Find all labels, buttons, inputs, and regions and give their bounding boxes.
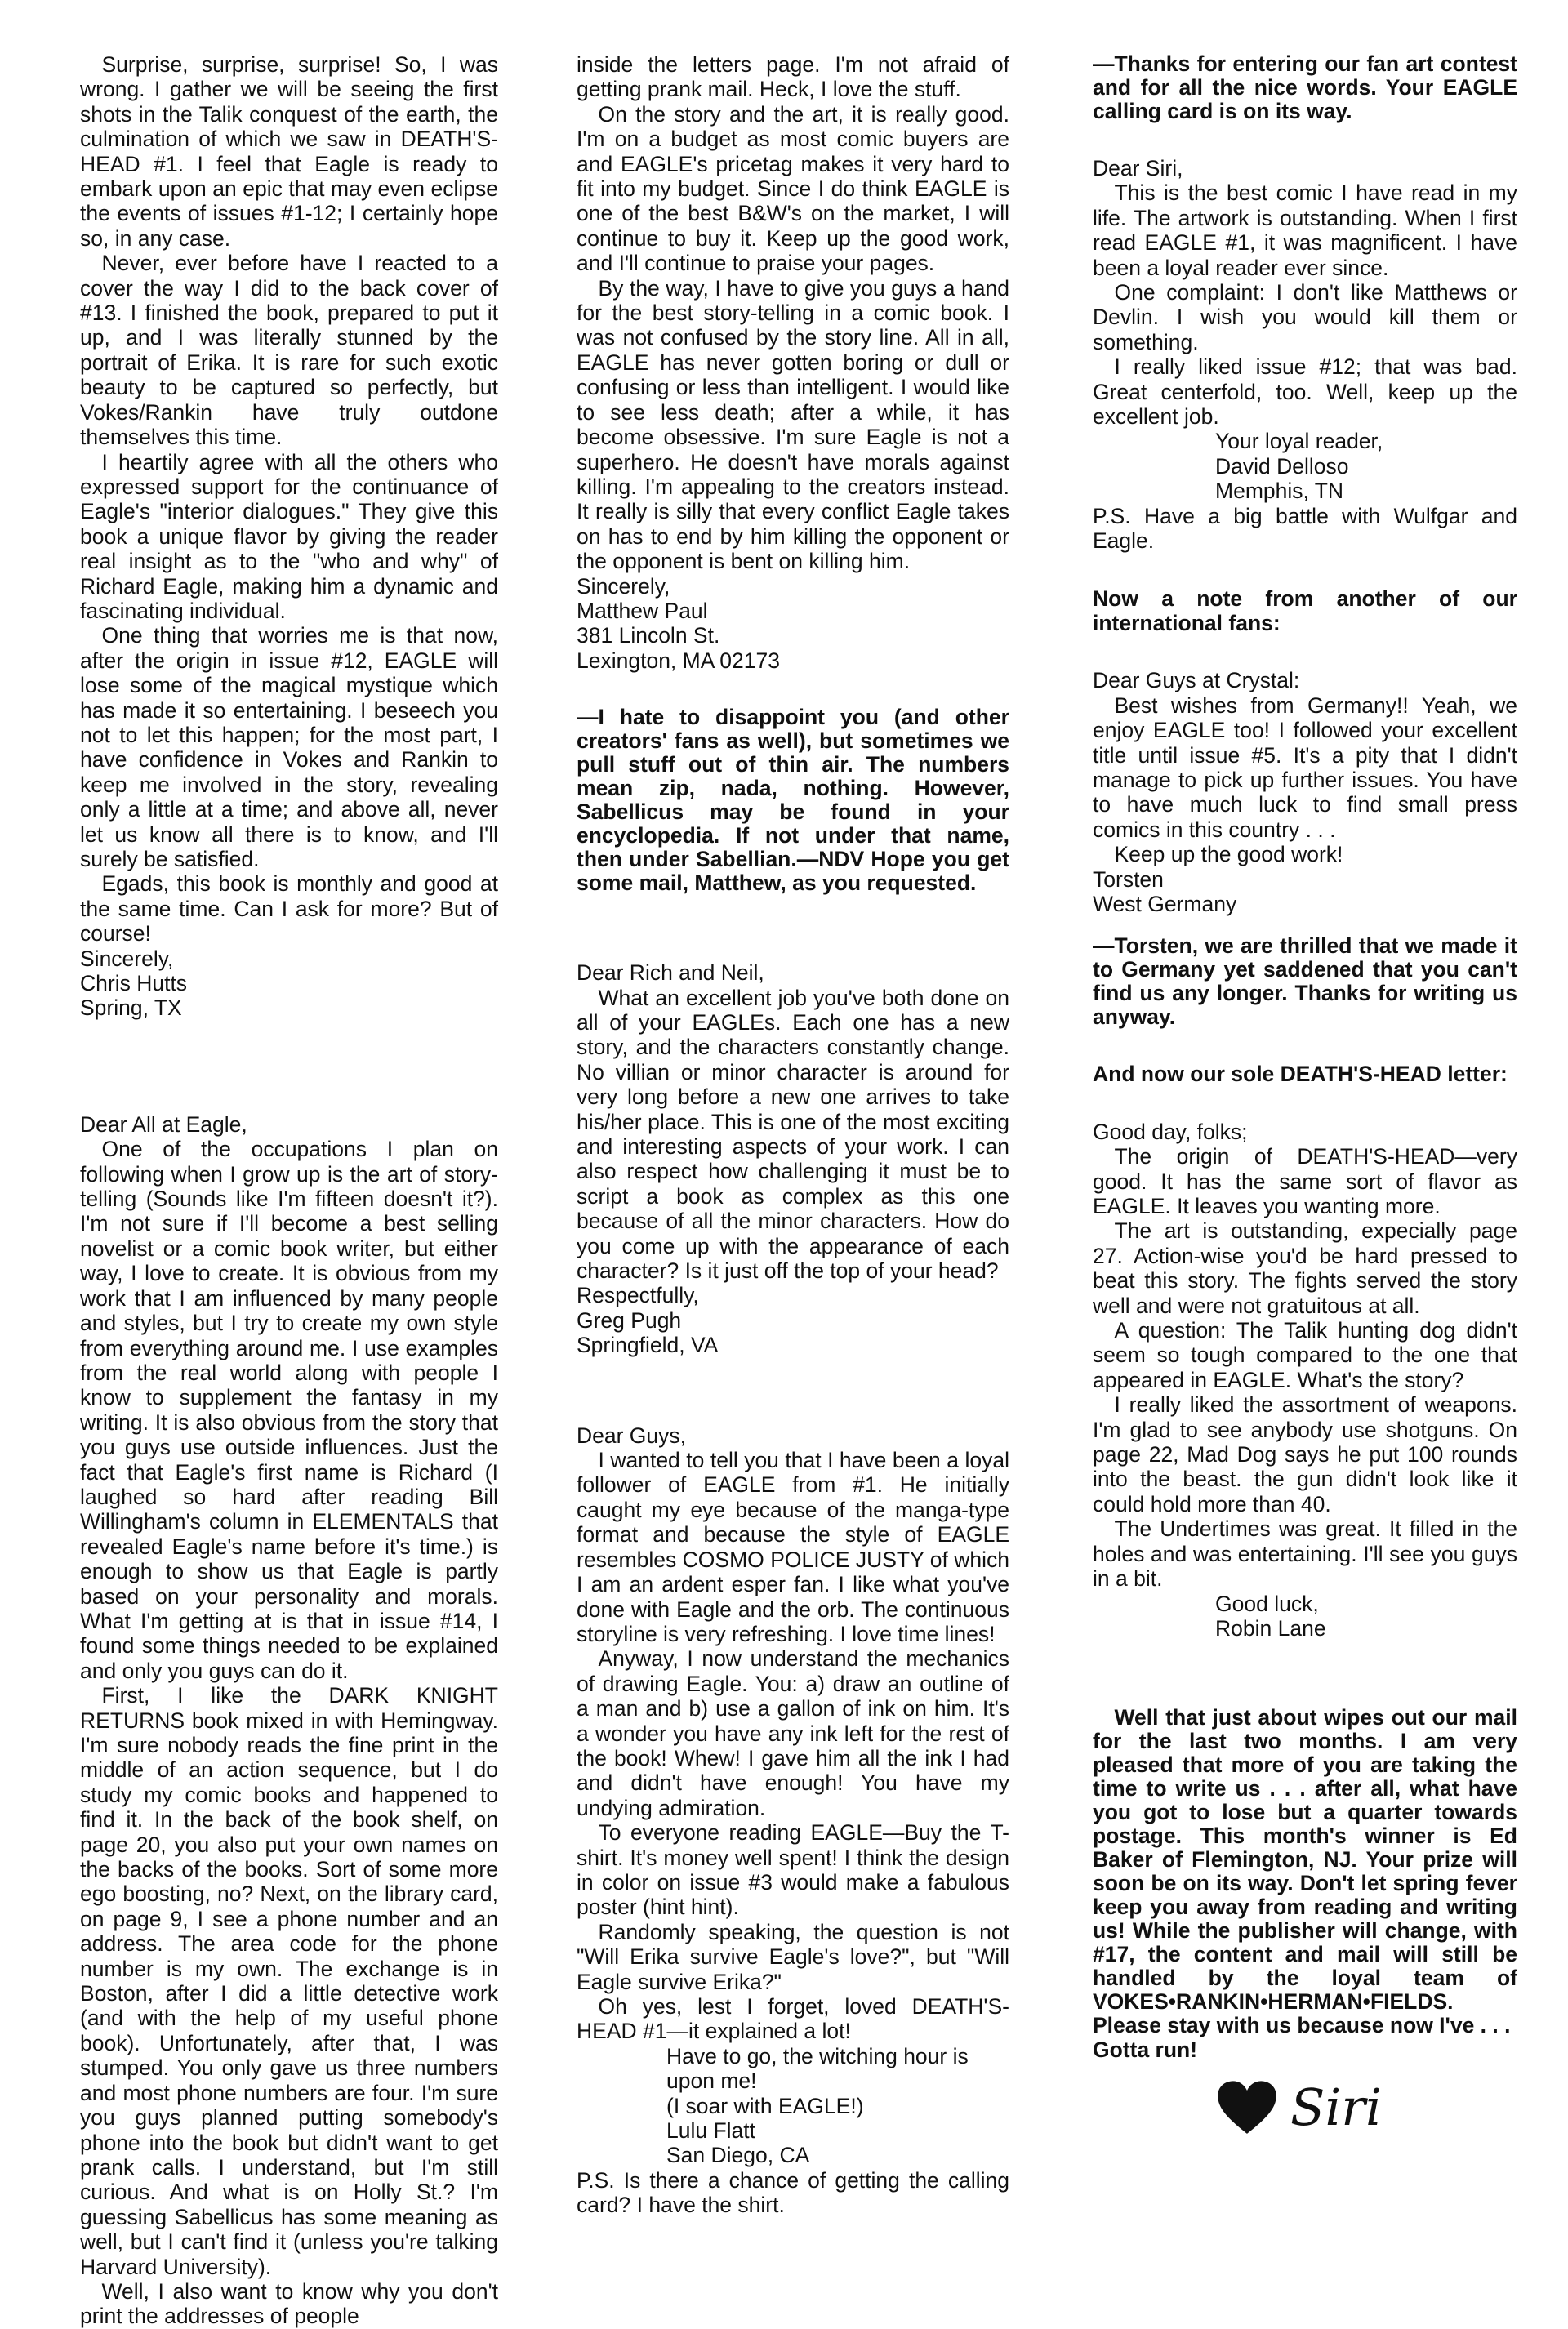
letter-paragraph: Keep up the good work! (1114, 842, 1343, 867)
letter-greeting: Dear Guys, (577, 1423, 687, 1448)
letter-paragraph: Anyway, I now understand the mechanics of drawing Eagle. You: a) draw an outline of a man and b) use a gallon of ink on him. It's a wonder you have any ink left for the rest of the book! Whew! I gave him all the ink I had and didn't have enough! You have my undying admiration. (577, 1646, 1009, 1820)
letter-paragraph: By the way, I have to give you guys a hand for the best story-telling in a comic book. I was not confused by the story line. All in all, EAGLE has never gotten boring or dull or confusing or less than intelligent. I would like to see less death; after a while, it has become obsessive. I'm sure Eagle is not a superhero. He doesn't have morals against killing. I'm appealing to the creators instead. It really is silly that every conflict Eagle takes on has to end by him killing the opponent or the opponent is bent on killing him. (577, 275, 1009, 574)
letter-paragraph: Oh yes, lest I forget, loved DEATH'S-HEAD #1—it explained a lot! (577, 1994, 1009, 2044)
letter-location: San Diego, CA (666, 2143, 810, 2168)
letter-paragraph: The origin of DEATH'S-HEAD—very good. It has the same sort of flavor as EAGLE. It leaves you wanting more. (1093, 1144, 1517, 1218)
letter-signer: Greg Pugh (577, 1307, 682, 1333)
letter-paragraph: inside the letters page. I'm not afraid of getting prank mail. Heck, I love the stuff. (577, 52, 1009, 102)
letter-paragraph: One complaint: I don't like Matthews or Devlin. I wish you would kill them or something. (1093, 280, 1517, 354)
letter-paragraph: To everyone reading EAGLE—Buy the T-shirt. It's money well spent! I think the design in color on issue #3 would make a fabulous poster (hint hint). (577, 1820, 1009, 1920)
letter-paragraph: Surprise, surprise, surprise! So, I was wrong. I gather we will be seeing the first shots in the Talik conquest of the earth, the culmination of which we saw in DEATH'S-HEAD #1. I feel that Eagle is ready to embark upon an epic that may even eclipse the events of issues #1-12; I certainly hope so, in any case. (80, 52, 498, 251)
letter-paragraph: Best wishes from Germany!! Yeah, we enjoy EAGLE too! I followed your excellent title until issue #5. It's a pity that I didn't manage to pick up further issues. You have to have much luck to find small press comics in this country . . . (1093, 692, 1517, 842)
letter-paragraph: On the story and the art, it is really good. I'm on a budget as most comic buyers are and EAGLE's pricetag makes it very hard to fit into my budget. Since I do think EAGLE is one of the best B&W's on the market, I will continue to buy it. Keep up the good work, and I'll continue to praise your pages. (577, 101, 1009, 276)
letter-closing: Your loyal reader, (1215, 429, 1383, 454)
letter-paragraph: Randomly speaking, the question is not "Will Erika survive Eagle's love?", but "Will Eagle survive Erika?" (577, 1919, 1009, 1994)
editor-outro: Well that just about wipes out our mail for the last two months. I am very pleased that more of you are taking the time to write us . . . after all, what have you got to lose but a quarter towards postage. This month's winner is Ed Baker of Flemington, NJ. Your prize will soon be on its way. Don't let spring fever keep you away from reading and writing us! While the publisher will change, with #17, the content and mail will still be handled by the loyal team of VOKES•RANKIN•HERMAN•FIELDS. Please stay with us because now I've . . . (1093, 1705, 1517, 2038)
letter-greeting: Dear Guys at Crystal: (1093, 668, 1300, 693)
letter-location: Spring, TX (80, 995, 182, 1021)
letter-signer: Robin Lane (1215, 1615, 1326, 1641)
editor-response: —Torsten, we are thrilled that we made it to Germany yet saddened that you can't find us any longer. Thanks for writing us anyway. (1093, 933, 1517, 1030)
letter-paragraph: Well, I also want to know why you don't print the addresses of people (80, 2278, 498, 2329)
letter-paragraph: Never, ever before have I reacted to a cover the way I did to the back cover of #13. I finished the book, prepared to put it up, and I was literally stunned by the portrait of Erika. It is rare for such exotic beauty to be captured so perfectly, but Vokes/Rankin have truly outdone themselves this time. (80, 251, 498, 450)
letter-ps: P.S. Have a big battle with Wulfgar and Eagle. (1093, 503, 1517, 554)
column-2 (577, 52, 1009, 2218)
letter-paragraph: First, I like the DARK KNIGHT RETURNS book mixed in with Hemingway. I'm sure nobody reads the fine print in the middle of an action sequence, but I do study my comic books and happened to find it. In the back of the book shelf, on page 20, you also put your own names on the backs of the books. Sort of some more ego boosting, no? Next, on the library card, on page 9, I see a phone number and an address. The area code for the phone number is my own. The exchange is in Boston, after I did a little detective work (and with the help of my useful phone book). Unfortunately, after that, I was stumped. You only gave us three numbers and most phone numbers are four. I'm sure you guys planned putting somebody's phone into the book but didn't want to get prank calls. I understand, but I'm still curious. And what is on Holly St.? I'm guessing Sabellicus has some meaning as well, but I can't find it (unless you're talking Harvard University). (80, 1683, 498, 2279)
letter-signer: Torsten (1093, 866, 1164, 892)
letter-paragraph: The Undertimes was great. It filled in the holes and was entertaining. I'll see you guys in a bit. (1093, 1516, 1517, 1592)
letter-ps: P.S. Is there a chance of getting the calling card? I have the shirt. (577, 2167, 1009, 2218)
letter-closing: Good luck, (1215, 1591, 1319, 1616)
letter-closing: Sincerely, (80, 946, 174, 971)
letter-location: Lexington, MA 02173 (577, 648, 780, 673)
section-intro: And now our sole DEATH'S-HEAD letter: (1093, 1062, 1508, 1087)
letter-closing: Sincerely, (577, 573, 670, 599)
column-1 (80, 52, 498, 2329)
letter-greeting: Dear Siri, (1093, 156, 1183, 180)
letter-signer: Chris Hutts (80, 971, 188, 996)
signature-block (1215, 2079, 1517, 2136)
letter-location: Springfield, VA (577, 1333, 719, 1358)
letter-paragraph: I heartily agree with all the others who expressed support for the continuance of Eagle's "interior dialogues." They give this book a unique flavor by giving the reader real insight as to the "who and why" of Richard Eagle, making him a dynamic and fascinating individual. (80, 449, 498, 623)
section-intro: Now a note from another of our international fans: (1093, 586, 1517, 635)
letter-greeting: Good day, folks; (1093, 1119, 1248, 1144)
letter-address: 381 Lincoln St. (577, 623, 720, 648)
letter-paragraph: What an excellent job you've both done on all of your EAGLEs. Each one has a new story, and the characters constantly change. No villian or minor character is around for very long before a new one arrives to take his/her place. This is one of the most exciting and interesting aspects of your work. I can also respect how challenging it must be to script a book as complex as this one because of all the minor characters. How do you come up with the appearance of each character? Is it just off the top of your head? (577, 985, 1009, 1284)
editor-response: —Thanks for entering our fan art contest and for all the nice words. Your EAGLE calling card is on its way. (1093, 51, 1517, 123)
letter-closing: Have to go, the witching hour is upon me! (666, 2043, 969, 2094)
editor-response: —I hate to disappoint you (and other creators' fans as well), but sometimes we pull stuff out of thin air. The numbers mean zip, nada, nothing. However, Sabellicus may be found in your encyclopedia. If not under that name, then under Sabellian.—NDV Hope you get some mail, Matthew, as you requested. (577, 705, 1009, 896)
letter-paragraph: One thing that worries me is that now, after the origin in issue #12, EAGLE will lose some of the magical mystique which has made it so entertaining. I beseech you not to let this happen; for the most part, I have confidence in Vokes and Rankin to keep me involved in the story, revealing only a little at a time; and above all, never let us know all there is to know, and I'll surely be satisfied. (80, 623, 498, 871)
column-3 (1093, 52, 1517, 2136)
letter-closing-aside: (I soar with EAGLE!) (666, 2093, 864, 2118)
letter-paragraph: Egads, this book is monthly and good at the same time. Can I ask for more? But of course! (80, 871, 498, 946)
letter-paragraph: The art is outstanding, expecially page 27. Action-wise you'd be hard pressed to beat this story. The fights served the story well and were not gratuitous at all. (1093, 1218, 1517, 1318)
letter-paragraph: I really liked the assortment of weapons. I'm glad to see anybody use shotguns. On page 22, Mad Dog says he put 100 rounds into the beast. the gun didn't look like it could hold more than 40. (1093, 1392, 1517, 1516)
letter-location: West Germany (1093, 891, 1237, 916)
signature: Siri (1290, 2077, 1382, 2137)
letter-paragraph: This is the best comic I have read in my life. The artwork is outstanding. When I first read EAGLE #1, it was magnificent. I have been a loyal reader ever since. (1093, 180, 1517, 280)
letter-closing: Respectfully, (577, 1283, 699, 1308)
gotta-run: Gotta run! (1093, 2037, 1198, 2063)
heart-icon (1215, 2079, 1279, 2136)
letter-paragraph: One of the occupations I plan on following when I grow up is the art of story-telling (Sounds like I'm fifteen doesn't it?). I'm not sure if I'll become a best selling novelist or a comic book writer, but either way, I love to create. It is obvious from my work that I am influenced by many people and styles, but I try to create my own style from everything around me. I use examples from the real world along with people I know to supplement the fantasy in my writing. It is also obvious from the story that you guys use outside influences. Just the fact that Eagle's first name is Richard (I laughed so hard after reading Bill Willingham's column in ELEMENTALS that revealed Eagle's name before it's time.) is enough to show us that Eagle is partly based on your personality and morals. What I'm getting at is that in issue #14, I found some things needed to be explained and only you guys can do it. (80, 1137, 498, 1683)
letter-location: Memphis, TN (1215, 479, 1344, 504)
letter-signer: Matthew Paul (577, 598, 708, 623)
letter-greeting: Dear All at Eagle, (80, 1111, 247, 1137)
letter-signer: Lulu Flatt (666, 2118, 756, 2144)
letter-signer: David Delloso (1215, 453, 1349, 479)
letter-paragraph: I really liked issue #12; that was bad. Great centerfold, too. Well, keep up the excellent job. (1093, 354, 1517, 430)
letter-greeting: Dear Rich and Neil, (577, 960, 764, 986)
letter-paragraph: I wanted to tell you that I have been a loyal follower of EAGLE from #1. He initially caught my eye because of the manga-type format and because the style of EAGLE resembles COSMO POLICE JUSTY of which I am an ardent esper fan. I like what you've done with Eagle and the orb. The continuous storyline is very refreshing. I love time lines! (577, 1448, 1009, 1646)
letter-paragraph: A question: The Talik hunting dog didn't seem so tough compared to the one that appeared in EAGLE. What's the story? (1093, 1318, 1517, 1392)
